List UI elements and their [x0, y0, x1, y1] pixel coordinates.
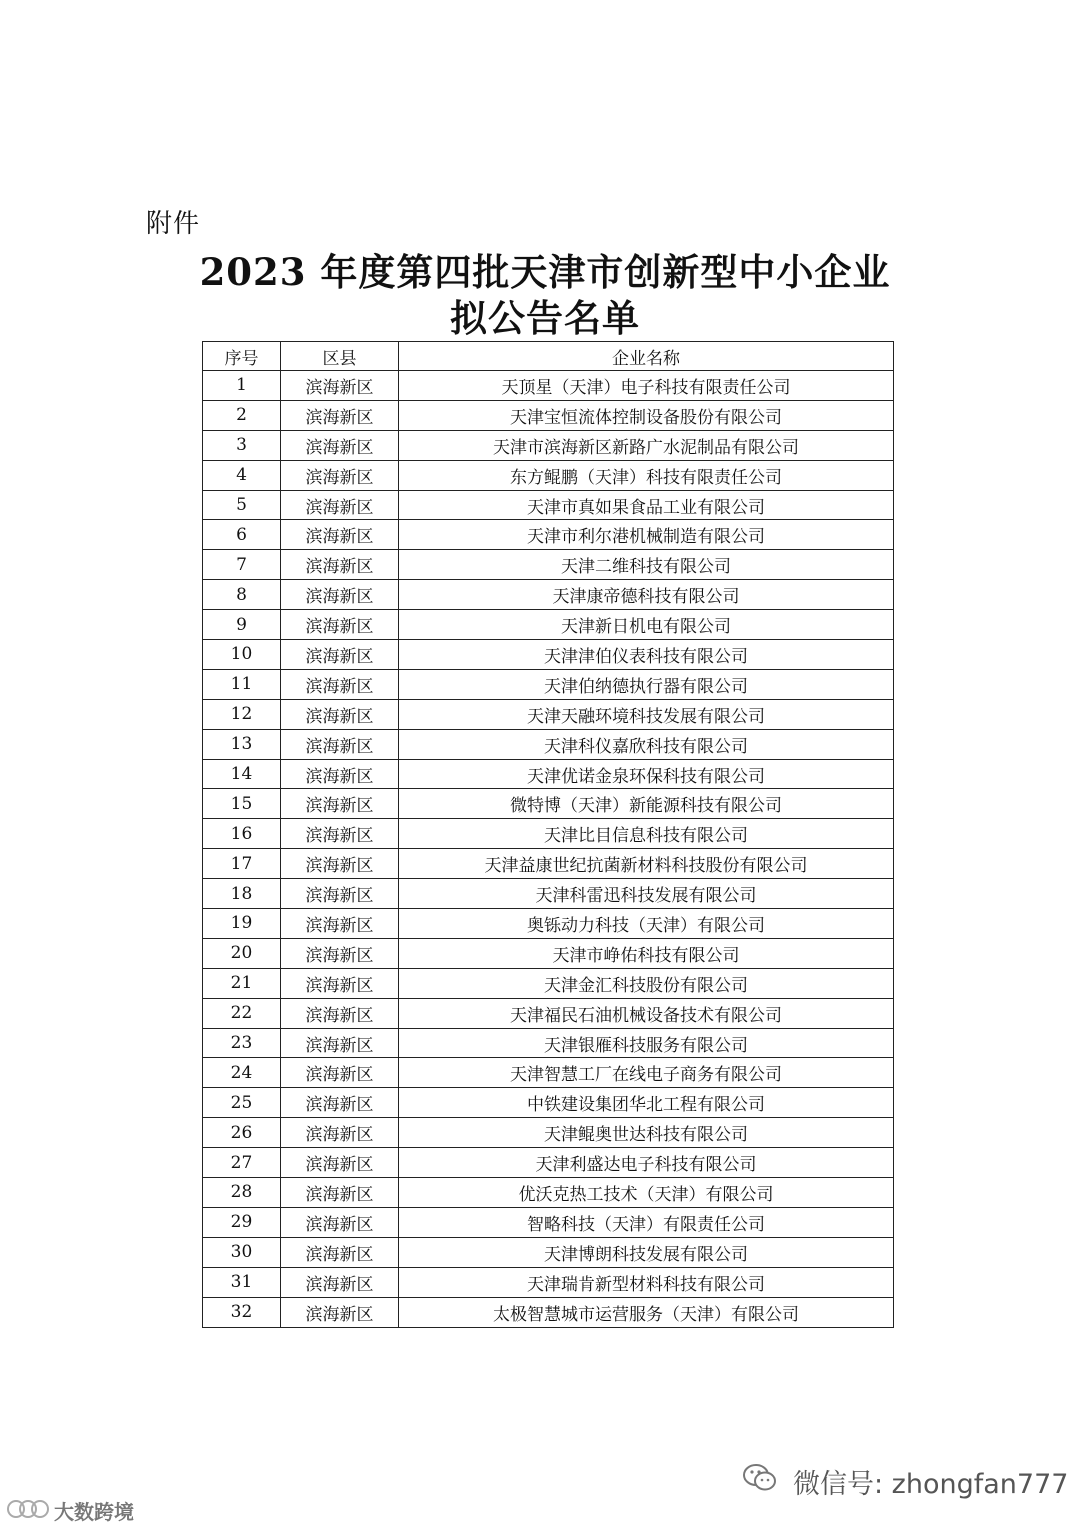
table-row [203, 909, 894, 939]
row-index: 10 [203, 640, 281, 670]
row-index: 11 [203, 669, 281, 699]
row-index: 32 [203, 1297, 281, 1327]
row-company-name: 天津市滨海新区新路广水泥制品有限公司 [399, 430, 894, 460]
row-district: 滨海新区 [281, 669, 399, 699]
table-row [203, 1207, 894, 1237]
row-index: 6 [203, 520, 281, 550]
table-row [203, 430, 894, 460]
table-row [203, 819, 894, 849]
table-row [203, 1058, 894, 1088]
row-company-name: 天津智慧工厂在线电子商务有限公司 [399, 1058, 894, 1088]
row-index: 27 [203, 1148, 281, 1178]
row-index: 9 [203, 610, 281, 640]
row-district: 滨海新区 [281, 520, 399, 550]
table-row [203, 789, 894, 819]
brand-watermark: 大数跨境 [54, 1500, 134, 1524]
row-district: 滨海新区 [281, 610, 399, 640]
row-company-name: 天津伯纳德执行器有限公司 [399, 669, 894, 699]
row-company-name: 天津益康世纪抗菌新材料科技股份有限公司 [399, 849, 894, 879]
row-district: 滨海新区 [281, 1237, 399, 1267]
row-district: 滨海新区 [281, 550, 399, 580]
row-index: 30 [203, 1237, 281, 1267]
row-company-name: 天津市利尔港机械制造有限公司 [399, 520, 894, 550]
row-district: 滨海新区 [281, 789, 399, 819]
row-index: 18 [203, 879, 281, 909]
row-index: 1 [203, 371, 281, 401]
table-row [203, 580, 894, 610]
row-district: 滨海新区 [281, 1118, 399, 1148]
row-index: 13 [203, 729, 281, 759]
row-company-name: 天津津伯仪表科技有限公司 [399, 640, 894, 670]
table-row [203, 849, 894, 879]
row-index: 15 [203, 789, 281, 819]
row-index: 19 [203, 909, 281, 939]
row-district: 滨海新区 [281, 430, 399, 460]
row-company-name: 太极智慧城市运营服务（天津）有限公司 [399, 1297, 894, 1327]
row-company-name: 微特博（天津）新能源科技有限公司 [399, 789, 894, 819]
row-district: 滨海新区 [281, 460, 399, 490]
row-company-name: 天津科雷迅科技发展有限公司 [399, 879, 894, 909]
row-company-name: 天津宝恒流体控制设备股份有限公司 [399, 400, 894, 430]
table-row [203, 699, 894, 729]
table-row [203, 669, 894, 699]
table-header-row [203, 342, 894, 371]
row-index: 25 [203, 1088, 281, 1118]
row-district: 滨海新区 [281, 490, 399, 520]
table-row [203, 1267, 894, 1297]
table-row [203, 1178, 894, 1208]
row-company-name: 天津博朗科技发展有限公司 [399, 1237, 894, 1267]
row-index: 5 [203, 490, 281, 520]
table-row [203, 1028, 894, 1058]
row-district: 滨海新区 [281, 759, 399, 789]
document-title-line1: 2023 年度第四批天津市创新型中小企业 [199, 250, 891, 294]
row-district: 滨海新区 [281, 1088, 399, 1118]
row-company-name: 天津科仪嘉欣科技有限公司 [399, 729, 894, 759]
row-company-name: 天津瑞肯新型材料科技有限公司 [399, 1267, 894, 1297]
row-district: 滨海新区 [281, 998, 399, 1028]
row-company-name: 智略科技（天津）有限责任公司 [399, 1207, 894, 1237]
wechat-icon [742, 1462, 778, 1494]
row-district: 滨海新区 [281, 640, 399, 670]
row-index: 20 [203, 938, 281, 968]
table-row [203, 400, 894, 430]
row-company-name: 天顶星（天津）电子科技有限责任公司 [399, 371, 894, 401]
row-index: 8 [203, 580, 281, 610]
header-index: 序号 [203, 342, 281, 371]
row-district: 滨海新区 [281, 371, 399, 401]
table-row [203, 998, 894, 1028]
attachment-label: 附件 [146, 209, 201, 239]
row-district: 滨海新区 [281, 909, 399, 939]
row-district: 滨海新区 [281, 1297, 399, 1327]
row-index: 14 [203, 759, 281, 789]
table-row [203, 640, 894, 670]
row-index: 24 [203, 1058, 281, 1088]
table-row [203, 520, 894, 550]
row-company-name: 天津天融环境科技发展有限公司 [399, 699, 894, 729]
row-index: 21 [203, 968, 281, 998]
row-company-name: 天津银雁科技服务有限公司 [399, 1028, 894, 1058]
table-row [203, 460, 894, 490]
row-index: 7 [203, 550, 281, 580]
brand-logo-icon [6, 1498, 50, 1520]
row-company-name: 天津市真如果食品工业有限公司 [399, 490, 894, 520]
row-index: 3 [203, 430, 281, 460]
table-row [203, 490, 894, 520]
row-index: 4 [203, 460, 281, 490]
table-row [203, 1297, 894, 1327]
row-company-name: 天津康帝德科技有限公司 [399, 580, 894, 610]
table-row [203, 879, 894, 909]
row-company-name: 天津利盛达电子科技有限公司 [399, 1148, 894, 1178]
table-row [203, 1088, 894, 1118]
table-row [203, 1148, 894, 1178]
row-company-name: 天津金汇科技股份有限公司 [399, 968, 894, 998]
row-index: 22 [203, 998, 281, 1028]
row-district: 滨海新区 [281, 1148, 399, 1178]
table-row [203, 759, 894, 789]
row-district: 滨海新区 [281, 819, 399, 849]
row-company-name: 天津鲲奥世达科技有限公司 [399, 1118, 894, 1148]
row-district: 滨海新区 [281, 1267, 399, 1297]
row-company-name: 天津二维科技有限公司 [399, 550, 894, 580]
row-district: 滨海新区 [281, 938, 399, 968]
row-company-name: 天津优诺金泉环保科技有限公司 [399, 759, 894, 789]
row-district: 滨海新区 [281, 1058, 399, 1088]
row-company-name: 天津福民石油机械设备技术有限公司 [399, 998, 894, 1028]
row-district: 滨海新区 [281, 580, 399, 610]
wechat-id-watermark: 微信号: zhongfan777 [793, 1469, 1069, 1500]
row-index: 29 [203, 1207, 281, 1237]
row-district: 滨海新区 [281, 1207, 399, 1237]
row-district: 滨海新区 [281, 1178, 399, 1208]
row-district: 滨海新区 [281, 729, 399, 759]
company-list-table [202, 341, 894, 1328]
table-row [203, 550, 894, 580]
header-district: 区县 [281, 342, 399, 371]
table-row [203, 1118, 894, 1148]
table-row [203, 938, 894, 968]
document-title-line2: 拟公告名单 [450, 296, 640, 340]
row-company-name: 天津市峥佑科技有限公司 [399, 938, 894, 968]
row-district: 滨海新区 [281, 400, 399, 430]
row-index: 31 [203, 1267, 281, 1297]
row-company-name: 东方鲲鹏（天津）科技有限责任公司 [399, 460, 894, 490]
row-index: 16 [203, 819, 281, 849]
table-row [203, 371, 894, 401]
row-company-name: 奥铄动力科技（天津）有限公司 [399, 909, 894, 939]
table-row [203, 610, 894, 640]
row-district: 滨海新区 [281, 1028, 399, 1058]
row-district: 滨海新区 [281, 968, 399, 998]
row-index: 23 [203, 1028, 281, 1058]
row-index: 12 [203, 699, 281, 729]
row-company-name: 天津比目信息科技有限公司 [399, 819, 894, 849]
row-index: 2 [203, 400, 281, 430]
row-company-name: 优沃克热工技术（天津）有限公司 [399, 1178, 894, 1208]
row-district: 滨海新区 [281, 879, 399, 909]
table-row [203, 968, 894, 998]
row-index: 26 [203, 1118, 281, 1148]
row-index: 17 [203, 849, 281, 879]
row-company-name: 天津新日机电有限公司 [399, 610, 894, 640]
row-district: 滨海新区 [281, 699, 399, 729]
table-row [203, 729, 894, 759]
header-company-name: 企业名称 [399, 342, 894, 371]
row-district: 滨海新区 [281, 849, 399, 879]
row-company-name: 中铁建设集团华北工程有限公司 [399, 1088, 894, 1118]
row-index: 28 [203, 1178, 281, 1208]
table-row [203, 1237, 894, 1267]
